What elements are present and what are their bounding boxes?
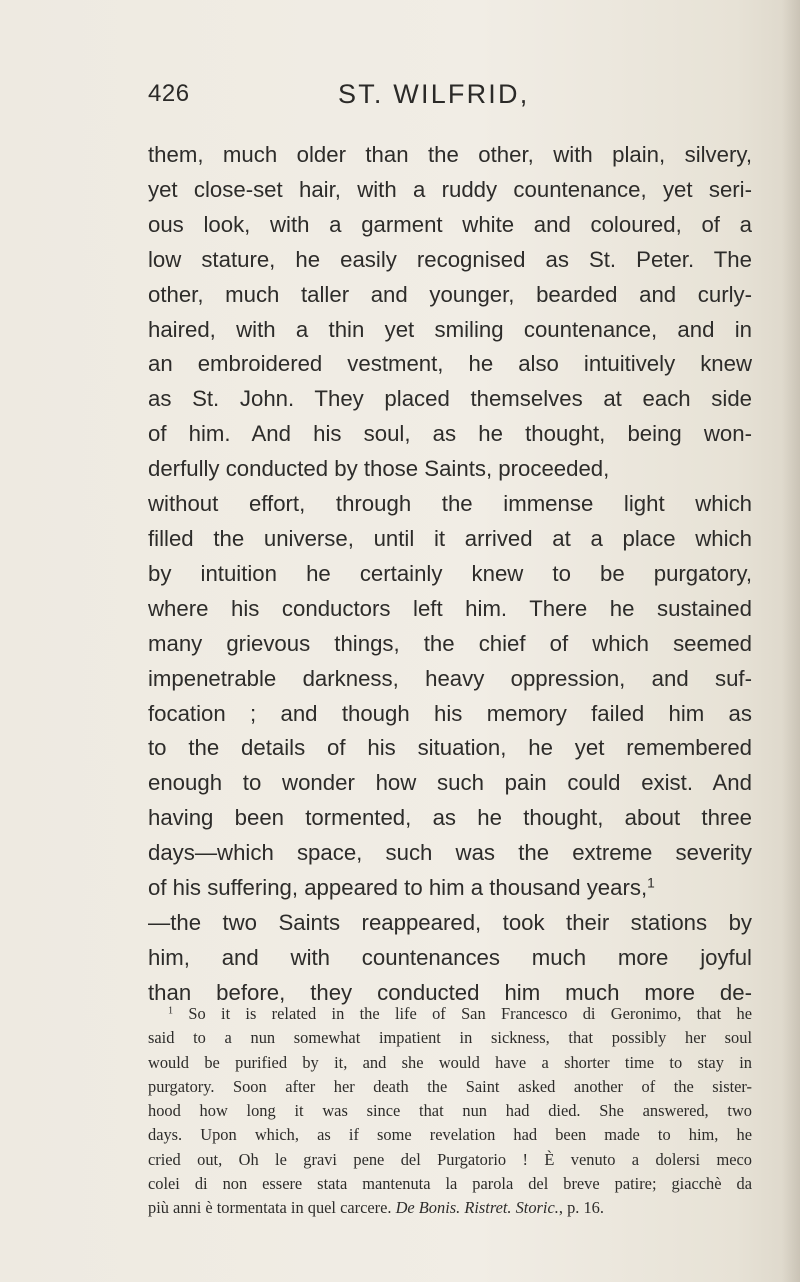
text-line: haired, with a thin yet smiling countenance, and in: [148, 316, 752, 342]
text-line: low stature, he easily recognised as St. Peter. The: [148, 246, 752, 272]
page-number: 426: [148, 80, 190, 107]
text-line: yet close-set hair, with a ruddy countenance, yet seri-: [148, 176, 752, 202]
text-line: focation ; and though his memory failed him as: [148, 700, 752, 726]
text-line: by intuition he certainly knew to be purgatory,: [148, 560, 752, 586]
text-line: enough to wonder how such pain could exist. And: [148, 770, 752, 796]
footnote-citation: De Bonis. Ristret. Storic.: [395, 1198, 559, 1218]
footnote-text: So it is related in the life of San Francesco di Geronimo, that he: [188, 1004, 752, 1023]
text-line: —the two Saints reappeared, took their stations by: [148, 909, 752, 935]
text-line: without effort, through the immense light which: [148, 491, 752, 517]
footnote-line: [148, 1196, 752, 1220]
page-edge-shadow: [782, 0, 800, 1282]
text-line: derfully conducted by those Saints, proceeded,: [148, 456, 610, 482]
text-line: ous look, with a garment white and coloured, of a: [148, 211, 752, 237]
text-line: an embroidered vestment, he also intuitively knew: [148, 351, 752, 377]
footnote-line: cried out, Oh le gravi pene del Purgatorio ! È venuto a dolersi meco: [148, 1149, 752, 1169]
text-line: as St. John. They placed themselves at each side: [148, 386, 752, 412]
text-line: of him. And his soul, as he thought, being won-: [148, 421, 752, 447]
text-line: him, and with countenances much more joyful: [148, 944, 752, 970]
footnote-reference: 1: [647, 875, 655, 891]
footnote: [148, 1002, 752, 1221]
text-line: them, much older than the other, with plain, silvery,: [148, 142, 752, 167]
text-line-with-note: [148, 871, 752, 906]
text-line: many grievous things, the chief of which seemed: [148, 630, 752, 656]
footnote-page-ref: , p. 16.: [558, 1198, 604, 1218]
text-line: than before, they conducted him much more de-: [148, 979, 752, 1005]
footnote-text: più anni è tormentata in quel carcere.: [148, 1198, 392, 1218]
footnote-line: colei di non essere stata mantenuta la parola del breve patire; giacchè da: [148, 1174, 752, 1194]
footnote-line: days. Upon which, as if some revelation had been made to him, he: [148, 1125, 752, 1145]
footnote-marker: 1: [168, 1005, 174, 1017]
footnote-line: would be purified by it, and she would have a shorter time to stay in: [148, 1052, 752, 1072]
text-segment: of his suffering, appeared to him a thousand years,: [148, 875, 648, 901]
text-line: having been tormented, as he thought, about three: [148, 805, 752, 831]
text-line: impenetrable darkness, heavy oppression, and suf-: [148, 665, 752, 691]
text-line: where his conductors left him. There he sustained: [148, 595, 752, 621]
footnote-line: hood how long it was since that nun had died. She answered, two: [148, 1101, 752, 1121]
text-line: other, much taller and younger, bearded and curly-: [148, 281, 752, 307]
running-head-title: ST. WILFRID,: [338, 79, 530, 109]
footnote-line: purgatory. Soon after her death the Saint asked another of the sister-: [148, 1076, 752, 1096]
main-text: [148, 138, 752, 1011]
page-header: [148, 80, 748, 122]
text-line: days—which space, such was the extreme severity: [148, 840, 752, 866]
text-line: filled the universe, until it arrived at a place which: [148, 525, 752, 551]
footnote-line: [148, 1002, 752, 1026]
text-line: to the details of his situation, he yet remembered: [148, 735, 752, 761]
footnote-line: said to a nun somewhat impatient in sickness, that possibly her soul: [148, 1028, 752, 1048]
